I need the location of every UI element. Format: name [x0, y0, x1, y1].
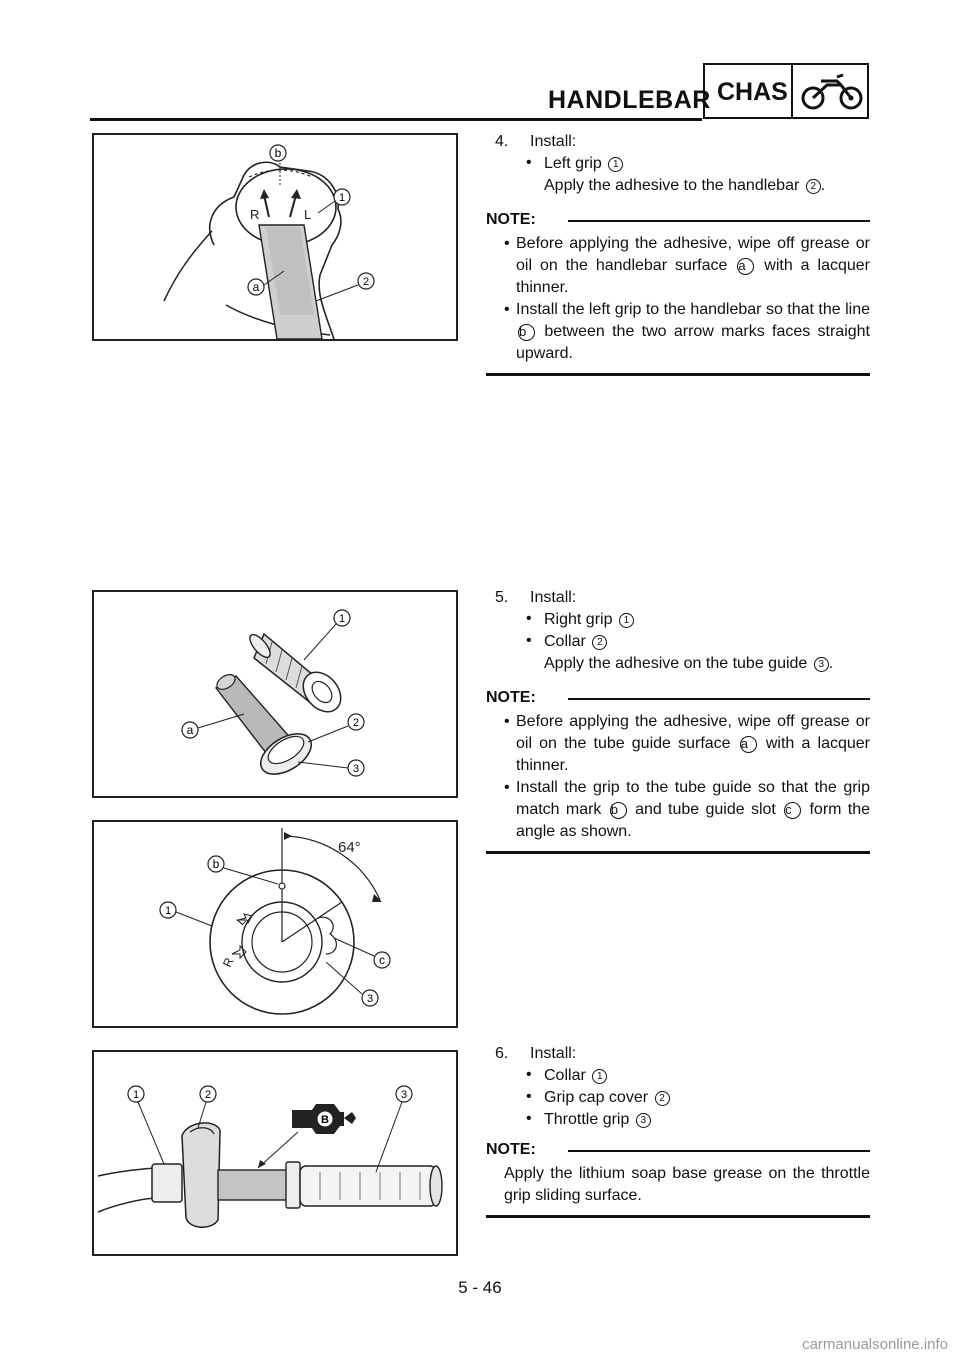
badge-divider	[791, 65, 793, 117]
item-grip-cap-cover: Grip cap cover	[544, 1089, 649, 1106]
callout-1: 1	[338, 613, 346, 625]
mark-l: L	[233, 913, 249, 928]
watermark: carmanualsonline.info	[802, 1336, 948, 1353]
note-bullet-1: • Before applying the adhesive, wipe off grease or oil on the handlebar surface a with a lacquer thinner.	[504, 235, 870, 296]
callout-1: 1	[164, 905, 172, 917]
page-number: 5 - 46	[458, 1278, 502, 1297]
step-6: 6. Install: • Collar 1 • Grip cap cover 2 • Throttle grip 3 NOTE: Apply the lithium soap base grease on the throttle grip sliding surface.	[486, 1043, 870, 1218]
callout-1: 1	[338, 192, 346, 204]
item-collar: Collar	[544, 633, 586, 650]
step-number: 4.	[495, 133, 509, 150]
grease-code: B	[321, 1114, 329, 1126]
apply-instruction: Apply the adhesive to the handlebar	[544, 177, 800, 194]
note-bullet-1: • Before applying the adhesive, wipe off grease or oil on the tube guide surface a with a lacquer thinner.	[504, 713, 871, 774]
header-rule	[90, 118, 702, 121]
callout-c: c	[379, 953, 385, 967]
note-bullet-2: • Install the grip to the tube guide so that the grip match mark b and tube guide slot c form the angle as shown.	[504, 779, 871, 840]
item-throttle-grip: Throttle grip	[544, 1111, 630, 1128]
left-grip-illustration	[94, 135, 456, 339]
note-text: Apply the lithium soap base grease on the throttle grip sliding surface.	[504, 1165, 870, 1204]
step-number: 5.	[495, 589, 509, 606]
figure-grip-angle	[92, 820, 458, 1028]
grip-mark-l: L	[304, 207, 312, 222]
note-header: NOTE:	[486, 1139, 870, 1163]
step-5: 5. Install: • Right grip 1 • Collar 2 Apply the adhesive on the tube guide 3 . NOTE: • Before applying the adhesive, wipe off grease or oil on the tube guide surface a with a lacquer thinner. • Install the grip to the tube guide so that the grip match mark b and tube guide slot c form the angle as shown.	[486, 587, 870, 854]
callout-b: b	[274, 146, 282, 160]
note-end-rule	[486, 373, 870, 376]
callout-3: 3	[352, 763, 360, 775]
step-number: 6.	[495, 1045, 509, 1062]
figure-right-grip	[92, 590, 458, 798]
figure-left-grip	[92, 133, 458, 341]
callout-3: 3	[400, 1089, 408, 1101]
callout-b: b	[212, 857, 220, 871]
note-end-rule	[486, 1215, 870, 1218]
callout-a: a	[252, 280, 260, 294]
grip-angle-illustration	[94, 822, 456, 1026]
item-collar: Collar	[544, 1067, 586, 1084]
right-grip-illustration	[94, 592, 456, 796]
callout-1: 1	[132, 1089, 140, 1101]
item-right-grip: Right grip	[544, 611, 613, 628]
mark-r: R	[220, 955, 237, 970]
throttle-grip-illustration	[94, 1052, 456, 1254]
callout-3: 3	[366, 993, 374, 1005]
angle-label: 64°	[338, 839, 361, 856]
grip-mark-r: R	[250, 207, 260, 222]
step-4: 4. Install: • Left grip 1 Apply the adhesive to the handlebar 2 . NOTE: • Before applying the adhesive, wipe off grease or oil on the handlebar surface a with a lacquer thinner. • Install the left grip to the handlebar so that the line b between the two arrow marks faces straight upward.	[486, 131, 870, 376]
callout-2: 2	[362, 276, 370, 288]
item-left-grip: Left grip	[544, 155, 602, 172]
motorcycle-icon	[797, 71, 867, 113]
section-label: CHAS	[717, 78, 788, 106]
callout-2: 2	[352, 717, 360, 729]
page-title: HANDLEBAR	[548, 86, 711, 114]
note-bullet-2: • Install the left grip to the handlebar so that the line b between the two arrow marks faces straight upward.	[504, 301, 871, 362]
callout-2: 2	[204, 1089, 212, 1101]
step-verb: Install:	[530, 589, 577, 606]
note-header: NOTE:	[486, 687, 870, 711]
section-badge	[703, 63, 869, 119]
apply-instruction: Apply the adhesive on the tube guide	[544, 655, 808, 672]
callout-a: a	[186, 723, 194, 737]
step-verb: Install:	[530, 1045, 577, 1062]
note-end-rule	[486, 851, 870, 854]
note-header: NOTE:	[486, 209, 870, 233]
figure-throttle-grip	[92, 1050, 458, 1256]
step-verb: Install:	[530, 133, 577, 150]
